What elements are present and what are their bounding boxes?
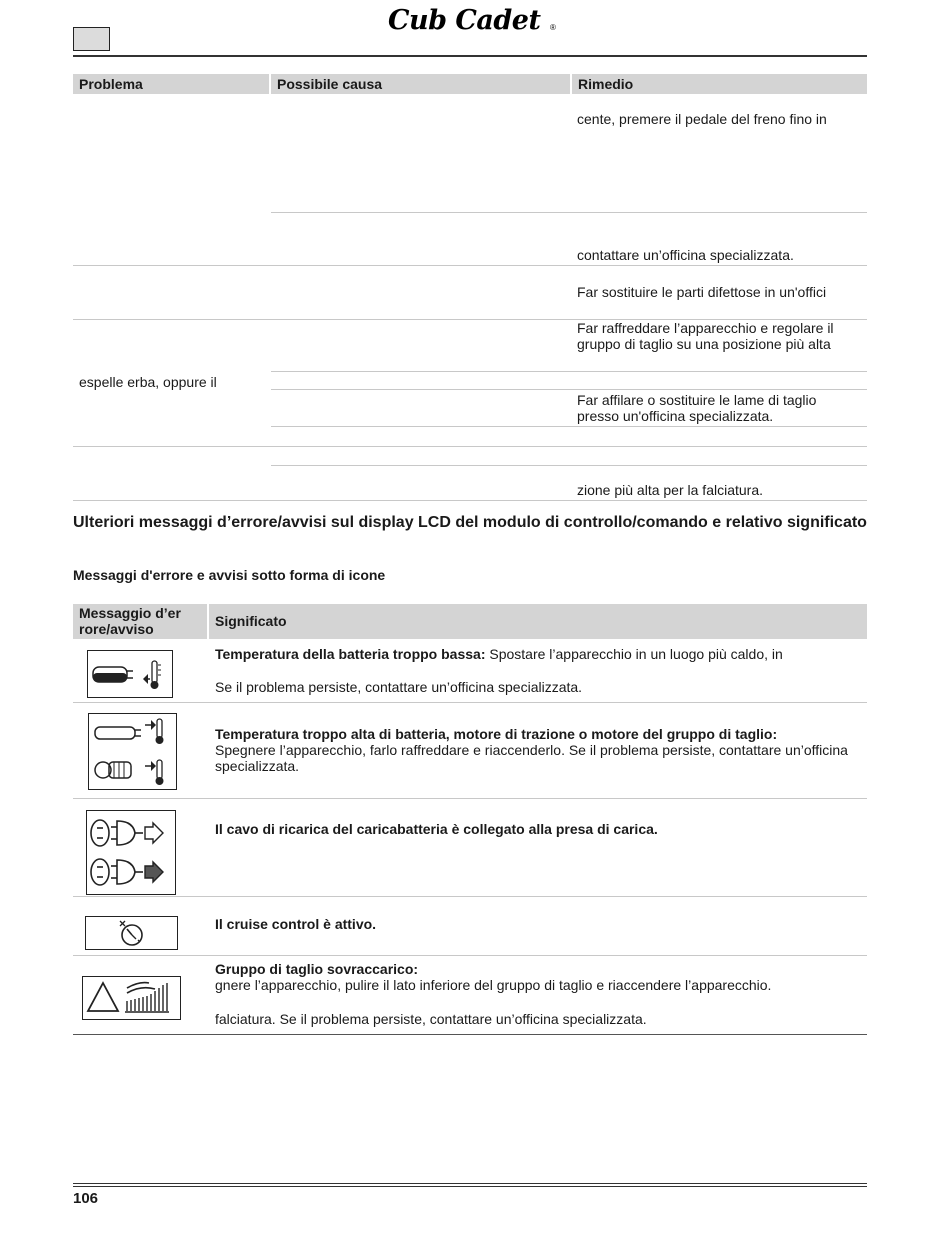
header-rule: [73, 55, 867, 57]
row-divider: [73, 446, 867, 447]
col-messaggio: [73, 604, 207, 639]
row-1-description: [215, 646, 865, 662]
overheat-icon: [88, 713, 177, 790]
deck-overload-icon: [82, 976, 181, 1020]
rimedio-fragment: Far raffreddare l’apparecchio e regolare il: [577, 320, 834, 336]
rimedio-fragment: gruppo di taglio su una posizione più alta: [577, 336, 831, 352]
row-1-text: Spostare l’apparecchio in un luogo più caldo, in: [489, 646, 783, 662]
registered-mark: ®: [550, 23, 556, 32]
row-3-description: [215, 821, 865, 837]
battery-cold-icon: [87, 650, 173, 698]
col-possibile-causa: Possibile causa: [271, 74, 570, 94]
row-2-description: [215, 726, 865, 774]
row-divider: [271, 389, 867, 390]
section-title: Ulteriori messaggi d’errore/avvisi sul display LCD del modulo di controllo/comando e relativo significato: [73, 514, 867, 531]
row-5-text: gnere l’apparecchio, pulire il lato inferiore del gruppo di taglio e riaccendere l’apparecchio.: [215, 977, 772, 993]
row-3-bold: Il cavo di ricarica del caricabatteria è collegato alla presa di carica.: [215, 821, 658, 837]
row-1-text-2: Se il problema persiste, contattare un’officina specializzata.: [215, 679, 583, 695]
rimedio-fragment: Far affilare o sostituire le lame di taglio: [577, 392, 817, 408]
row-2-bold: Temperatura troppo alta di batteria, motore di trazione o motore del gruppo di taglio:: [215, 726, 778, 742]
charging-plug-icon: [86, 810, 176, 895]
col-messaggio-line1: Messaggio d’er: [79, 605, 181, 621]
row-divider: [271, 426, 867, 427]
sub-title: Messaggi d'errore e avvisi sotto forma di icone: [73, 567, 386, 583]
row-divider: [73, 265, 867, 266]
brand-name: Cub Cadet: [388, 5, 541, 36]
table-bottom-rule: [73, 1034, 867, 1035]
row-2-text: Spegnere l’apparecchio, farlo raffreddare e riaccenderlo. Se il problema persiste, contattare un’officina specializzata.: [215, 742, 848, 774]
col-rimedio: Rimedio: [572, 74, 867, 94]
row-divider: [73, 955, 867, 956]
row-divider: [271, 465, 867, 466]
row-divider: [73, 702, 867, 703]
row-divider: [73, 798, 867, 799]
cub-cadet-logo: [386, 2, 558, 40]
problema-fragment: espelle erba, oppure il: [79, 374, 217, 390]
rimedio-fragment: Far sostituire le parti difettose in un'offici: [577, 284, 827, 300]
table-bottom-rule: [73, 500, 867, 501]
col-significato: Significato: [209, 604, 867, 639]
row-4-description: [215, 916, 865, 932]
row-4-bold: Il cruise control è attivo.: [215, 916, 377, 932]
row-5-description: [215, 961, 865, 993]
row-divider: [73, 896, 867, 897]
cruise-control-icon: [85, 916, 178, 950]
col-messaggio-line2: rore/avviso: [79, 621, 154, 637]
col-problema: Problema: [73, 74, 269, 94]
row-5-text-2: falciatura. Se il problema persiste, contattare un’officina specializzata.: [215, 1011, 647, 1027]
footer-rule: [73, 1183, 867, 1184]
rimedio-fragment: cente, premere il pedale del freno fino in: [577, 111, 827, 127]
rimedio-fragment: zione più alta per la falciatura.: [577, 482, 763, 498]
row-1-bold: Temperatura della batteria troppo bassa:: [215, 646, 486, 662]
language-box: [73, 27, 110, 51]
page-number: 106: [73, 1190, 99, 1207]
row-divider: [271, 371, 867, 372]
rimedio-fragment: presso un'officina specializzata.: [577, 408, 774, 424]
row-5-bold: Gruppo di taglio sovraccarico:: [215, 961, 419, 977]
rimedio-fragment: contattare un’officina specializzata.: [577, 247, 794, 263]
footer-rule: [73, 1186, 867, 1187]
row-divider: [271, 212, 867, 213]
